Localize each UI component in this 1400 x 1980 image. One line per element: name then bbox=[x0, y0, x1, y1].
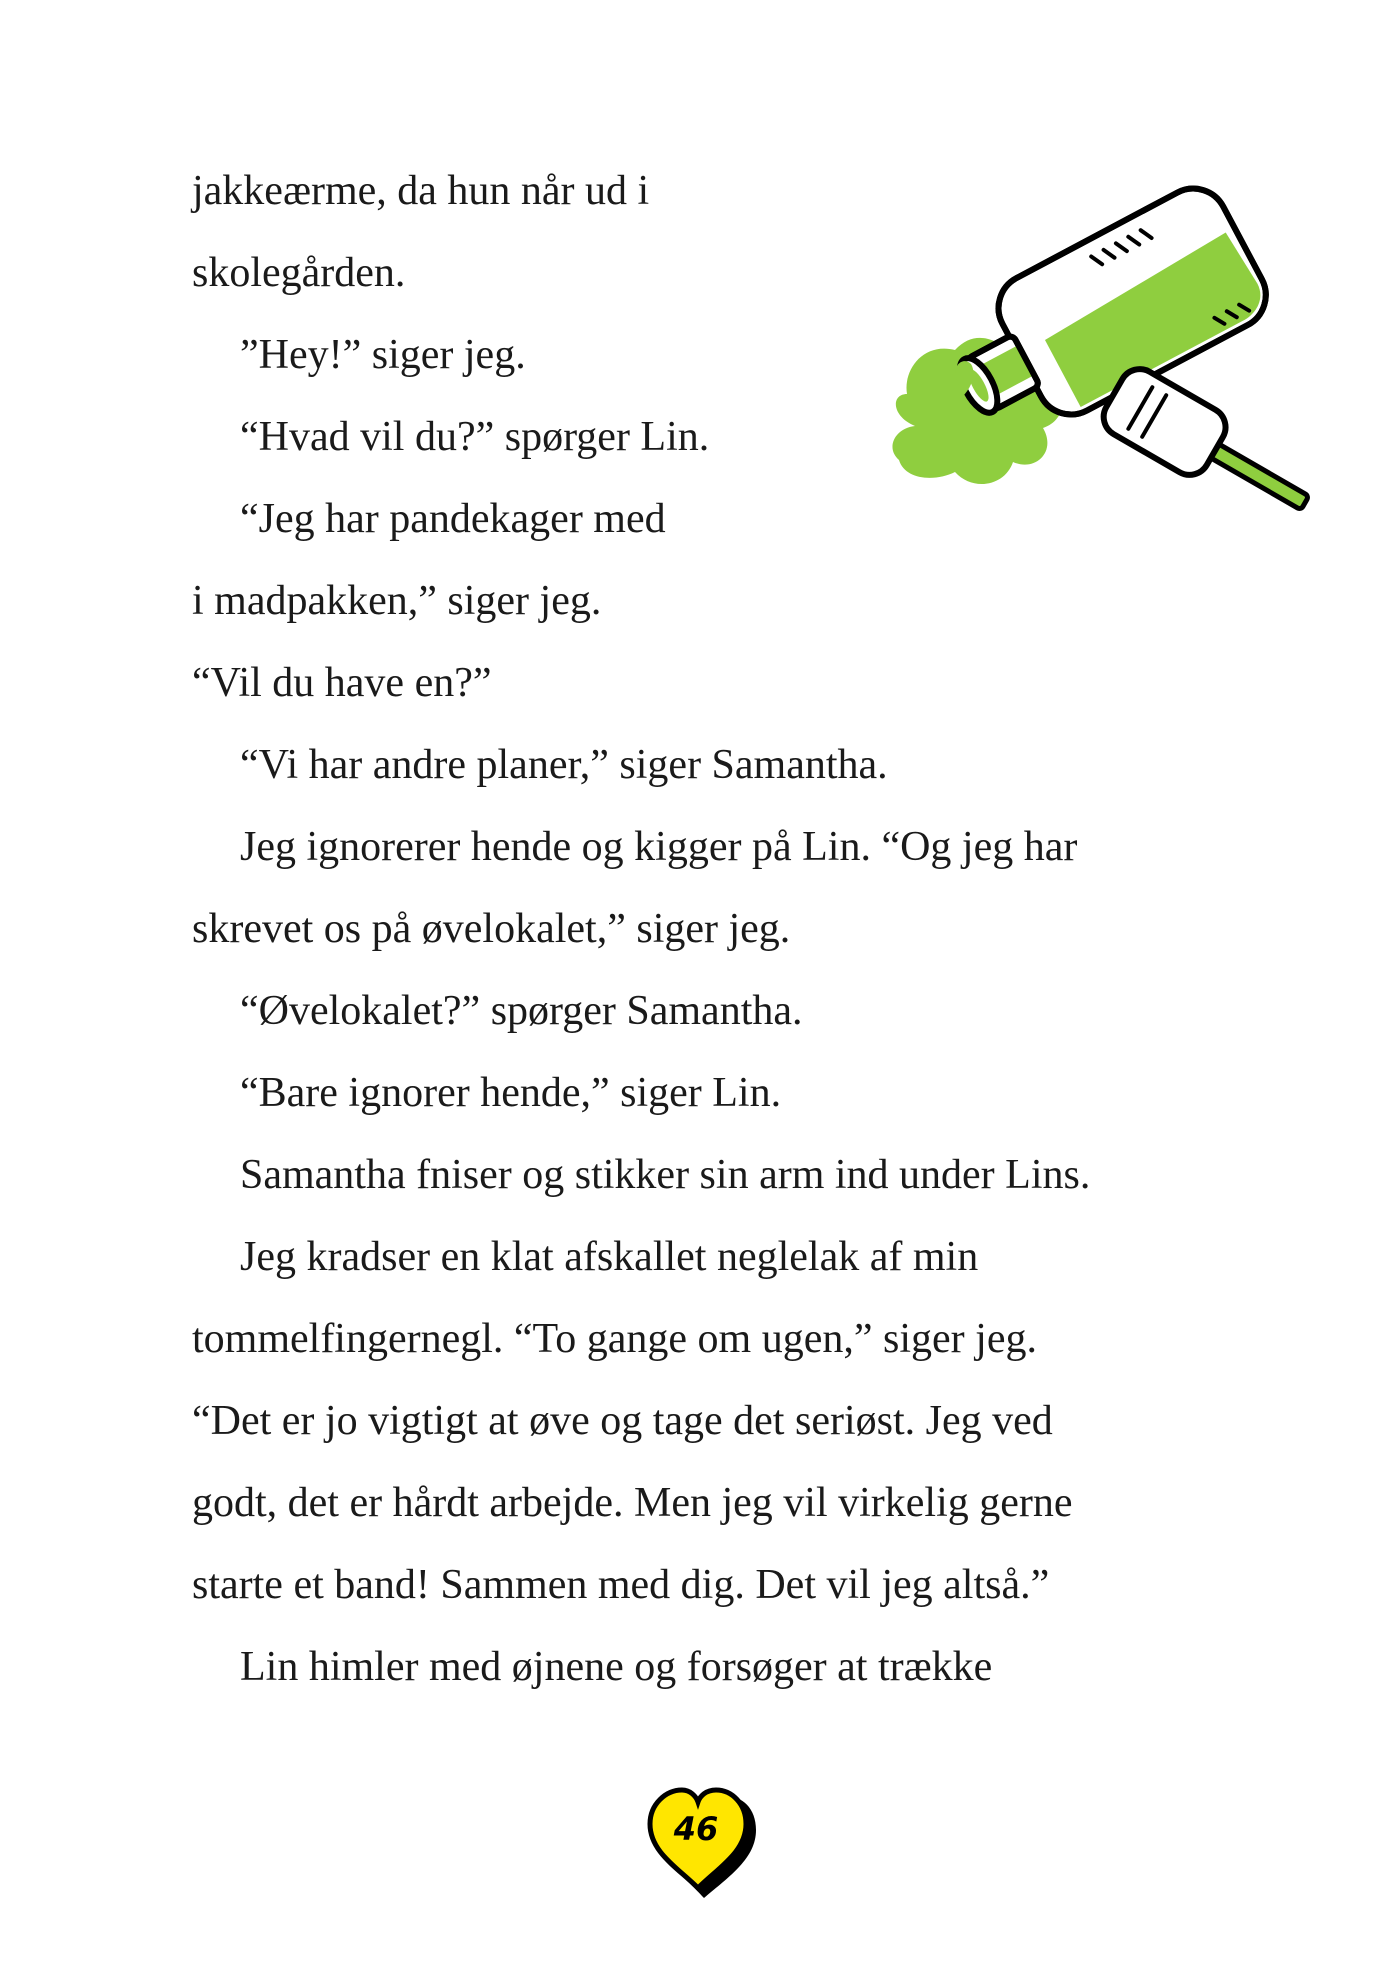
text-line: ”Hey!” siger jeg. bbox=[240, 332, 526, 378]
text-line: tommelfingernegl. “To gange om ugen,” siger jeg. bbox=[192, 1316, 1037, 1362]
text-line: godt, det er hårdt arbejde. Men jeg vil virkelig gerne bbox=[192, 1480, 1073, 1526]
text-line: Samantha fniser og stikker sin arm ind under Lins. bbox=[240, 1152, 1091, 1198]
spilled-nail-polish-icon bbox=[845, 180, 1325, 660]
text-line: “Øvelokalet?” spørger Samantha. bbox=[240, 988, 803, 1034]
text-line: “Hvad vil du?” spørger Lin. bbox=[240, 414, 710, 460]
text-line: “Bare ignorer hende,” siger Lin. bbox=[240, 1070, 782, 1116]
page-number-badge bbox=[640, 1780, 760, 1900]
polish-brush bbox=[1206, 441, 1309, 510]
text-line: Jeg ignorerer hende og kigger på Lin. “Og jeg har bbox=[240, 824, 1078, 870]
text-line: jakkeærme, da hun når ud i bbox=[192, 168, 650, 214]
text-line: Lin himler med øjnene og forsøger at trække bbox=[240, 1644, 993, 1690]
text-line: “Det er jo vigtigt at øve og tage det seriøst. Jeg ved bbox=[192, 1398, 1053, 1444]
text-line: i madpakken,” siger jeg. bbox=[192, 578, 602, 624]
text-line: “Vi har andre planer,” siger Samantha. bbox=[240, 742, 888, 788]
text-line: starte et band! Sammen med dig. Det vil jeg altså.” bbox=[192, 1562, 1050, 1608]
text-line: skolegården. bbox=[192, 250, 406, 296]
text-line: Jeg kradser en klat afskallet neglelak af min bbox=[240, 1234, 979, 1280]
page-number: 46 bbox=[673, 1810, 719, 1848]
text-line: skrevet os på øvelokalet,” siger jeg. bbox=[192, 906, 791, 952]
text-line: “Vil du have en?” bbox=[192, 660, 492, 706]
text-line: “Jeg har pandekager med bbox=[240, 496, 666, 542]
